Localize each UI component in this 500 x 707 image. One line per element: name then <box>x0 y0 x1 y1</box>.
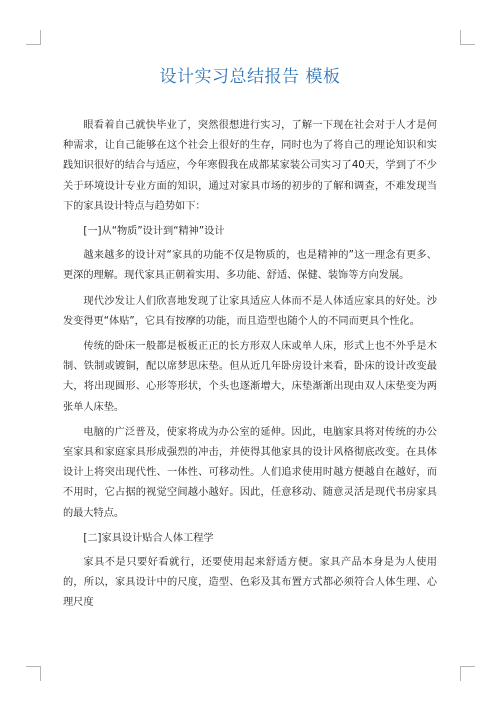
intro-paragraph: 眼看着自己就快毕业了，突然很想进行实习，了解一下现在社会对于人才是何种需求，让自己能够在这个社会上很好的生存，同时也为了将自己的理论知识和实践知识很好的结合与适应，今年寒假我在成都某家装公司实习了40天，学到了不少关于环境设计专业方面的知识，通过对家具市场的初步的了解和调查，不难发现当下的家具设计特点与趋势如下： <box>63 120 437 212</box>
document-title: 设计实习总结报告 模板 <box>159 67 341 87</box>
crop-mark-top-left <box>26 30 41 45</box>
section-heading-2: [二]家具设计贴合人体工程学 <box>83 532 214 544</box>
crop-mark-bottom-right <box>460 666 475 681</box>
crop-mark-bottom-left <box>26 666 41 681</box>
body-paragraph: 电脑的广泛普及，使家将成为办公室的延伸。因此，电脑家具将对传统的办公室家具和家庭家具形成强烈的冲击，并使得其他家具的设计风格彻底改变。在具体设计上将突出现代性、一体性、可移动性。人们追求使用时越方便越自在越好，而不用时，它占据的视觉空间越小越好。因此，任意移动、随意灵活是现代书房家具的最大特点。 <box>63 426 437 519</box>
crop-mark-top-right <box>460 30 475 45</box>
body-paragraph: 传统的卧床一般都是板板正正的长方形双人床或单人床，形式上也不外乎是木制、铁制或镀铜，配以席梦思床垫。但从近几年卧房设计来看，卧床的设计改变最大，将出现圆形、心形等形状，个头也逐渐增大，床垫渐渐出现由双人床垫变为两张单人床垫。 <box>63 341 437 413</box>
body-paragraph: 现代沙发让人们欣喜地发现了让家具适应人体而不是人体适应家具的好处。沙发变得更“体贴”，它具有按摩的功能，而且造型也随个人的不同而更具个性化。 <box>63 295 437 327</box>
document-body <box>63 116 437 619</box>
section-heading-1: [一]从“物质”设计到“精神”设计 <box>83 226 225 238</box>
body-paragraph: 越来越多的设计对“家具的功能不仅是物质的，也是精神的”这一理念有更多、更深的理解。现代家具正朝着实用、多功能、舒适、保健、装饰等方向发展。 <box>63 250 437 282</box>
body-paragraph: 家具不是只要好看就行，还要使用起来舒适方便。家具产品本身是为人使用的，所以，家具设计中的尺度，造型、色彩及其布置方式都必须符合人体生理、心理尺度 <box>63 557 437 609</box>
